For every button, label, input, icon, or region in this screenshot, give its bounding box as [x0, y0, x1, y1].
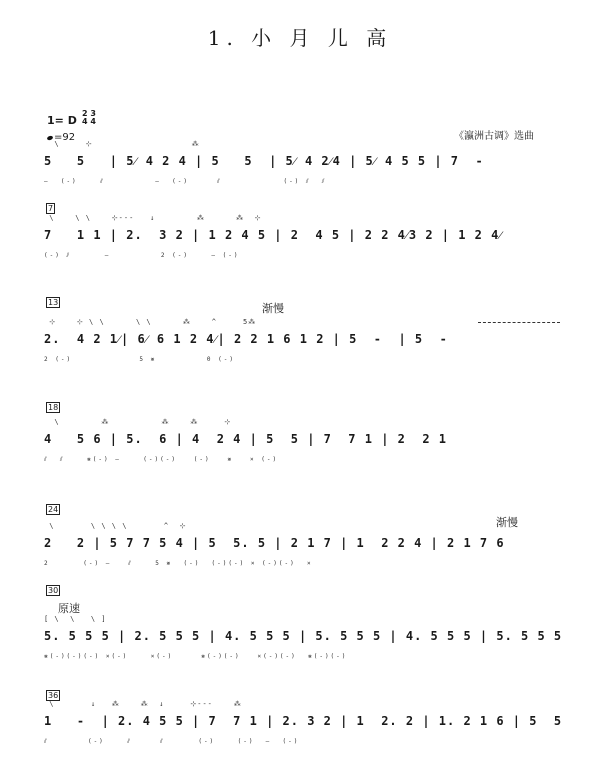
score-line-3 — [44, 318, 572, 378]
ornament-row: \ ↓ ⁂ ⁂ ↓ ⊹--- ⁂ — [44, 700, 242, 708]
score-line-4 — [44, 418, 572, 478]
ornament-row: \ ⁂ ⁂ ⁂ ⊹ — [44, 418, 232, 426]
note-row: 2 2 | 5 7 7 5 4 | 5 5. 5 | 2 1 7 | 1 2 2 4 | 2 1 7 6 — [44, 536, 505, 550]
ornament-row: ⊹ ⊹ \ \ \ \ ⁂ ^ 5⁂ — [44, 318, 257, 326]
technique-row: ⫽ (-) ⫽ ⫽ (-) (-) — (-) — [44, 738, 300, 745]
score-line-2 — [44, 214, 572, 274]
sustain-line — [478, 322, 560, 323]
page-title: 1. 小 月 儿 高 — [207, 26, 393, 50]
ornament-row: \ ⊹ ⁂ — [44, 140, 200, 148]
score-line-7 — [44, 700, 572, 760]
note-row: 2. 4 2 1⁄| 6⁄ 6 1 2 4⁄| 2 2 1 6 1 2 | 5 - | 5 - — [44, 332, 448, 346]
measure-number: 36 — [48, 691, 59, 700]
technique-row: ⨳(-)(-)(-) ×(-) ×(-) ⨳(-)(-) ×(-)(-) ⨳(-)(-) — [44, 653, 348, 660]
meter-bottom: 4 4 — [82, 117, 96, 126]
ornament-row: \ \ \ \ \ ^ ⊹ — [44, 522, 187, 530]
source-attribution: 《瀛洲古调》选曲 — [454, 131, 534, 142]
tempo-value: =92 — [54, 132, 76, 143]
ornament-row: \ \ \ ⊹--- ↓ ⁂ ⁂ ⊹ — [44, 214, 262, 222]
technique-row: 2 (-) 5 ⨳ 0 (-) — [44, 356, 235, 363]
measure-number: 7 — [48, 204, 54, 213]
time-signature — [82, 110, 96, 126]
note-row: 1 - | 2. 4 5 5 | 7 7 1 | 2. 3 2 | 1 2. 2 | 1. 2 1 6 | 5 5 — [44, 714, 563, 728]
measure-number: 13 — [48, 298, 59, 307]
measure-number: 18 — [48, 403, 59, 412]
technique-row: — (-) ⫽ — (-) ⫽ (-) ⫽ ⫽ — [44, 178, 327, 185]
tempo-change-marking: 渐慢 — [262, 302, 284, 315]
tempo-change-marking: 原速 — [58, 602, 80, 615]
measure-number: 30 — [48, 586, 59, 595]
score-line-5 — [44, 522, 572, 582]
meter-top: 2 3 — [82, 109, 96, 118]
measure-number: 24 — [48, 505, 59, 514]
technique-row: ⫽ ⫽ ⨳(-) — (-)(-) (-) ⨳ × (-) — [44, 456, 279, 463]
note-row: 5. 5 5 5 | 2. 5 5 5 | 4. 5 5 5 | 5. 5 5 5 | 4. 5 5 5 | 5. 5 5 5 — [44, 629, 563, 643]
key-signature: 1= D — [47, 114, 77, 127]
ornament-row: [ \ \ \ ] — [44, 615, 107, 623]
technique-row: 2 (-) — ⫽ 5 ⨳ (-) (-)(-) × (-)(-) × — [44, 560, 313, 567]
note-row: 7 1 1 | 2. 3 2 | 1 2 4 5 | 2 4 5 | 2 2 4⁄3 2 | 1 2 4⁄ — [44, 228, 503, 242]
score-line-1 — [44, 140, 572, 200]
technique-row: (-) ⫽ — 2 (-) — (-) — [44, 252, 240, 259]
score-line-6 — [44, 615, 572, 675]
note-row: 4 5 6 | 5. 6 | 4 2 4 | 5 5 | 7 7 1 | 2 2 1 — [44, 432, 448, 446]
note-row: 5 5 | 5⁄ 4 2 4 | 5 5 | 5⁄ 4 2⁄4 | 5⁄ 4 5 5 | 7 - — [44, 154, 484, 168]
tempo-change-marking: 渐慢 — [496, 516, 518, 529]
